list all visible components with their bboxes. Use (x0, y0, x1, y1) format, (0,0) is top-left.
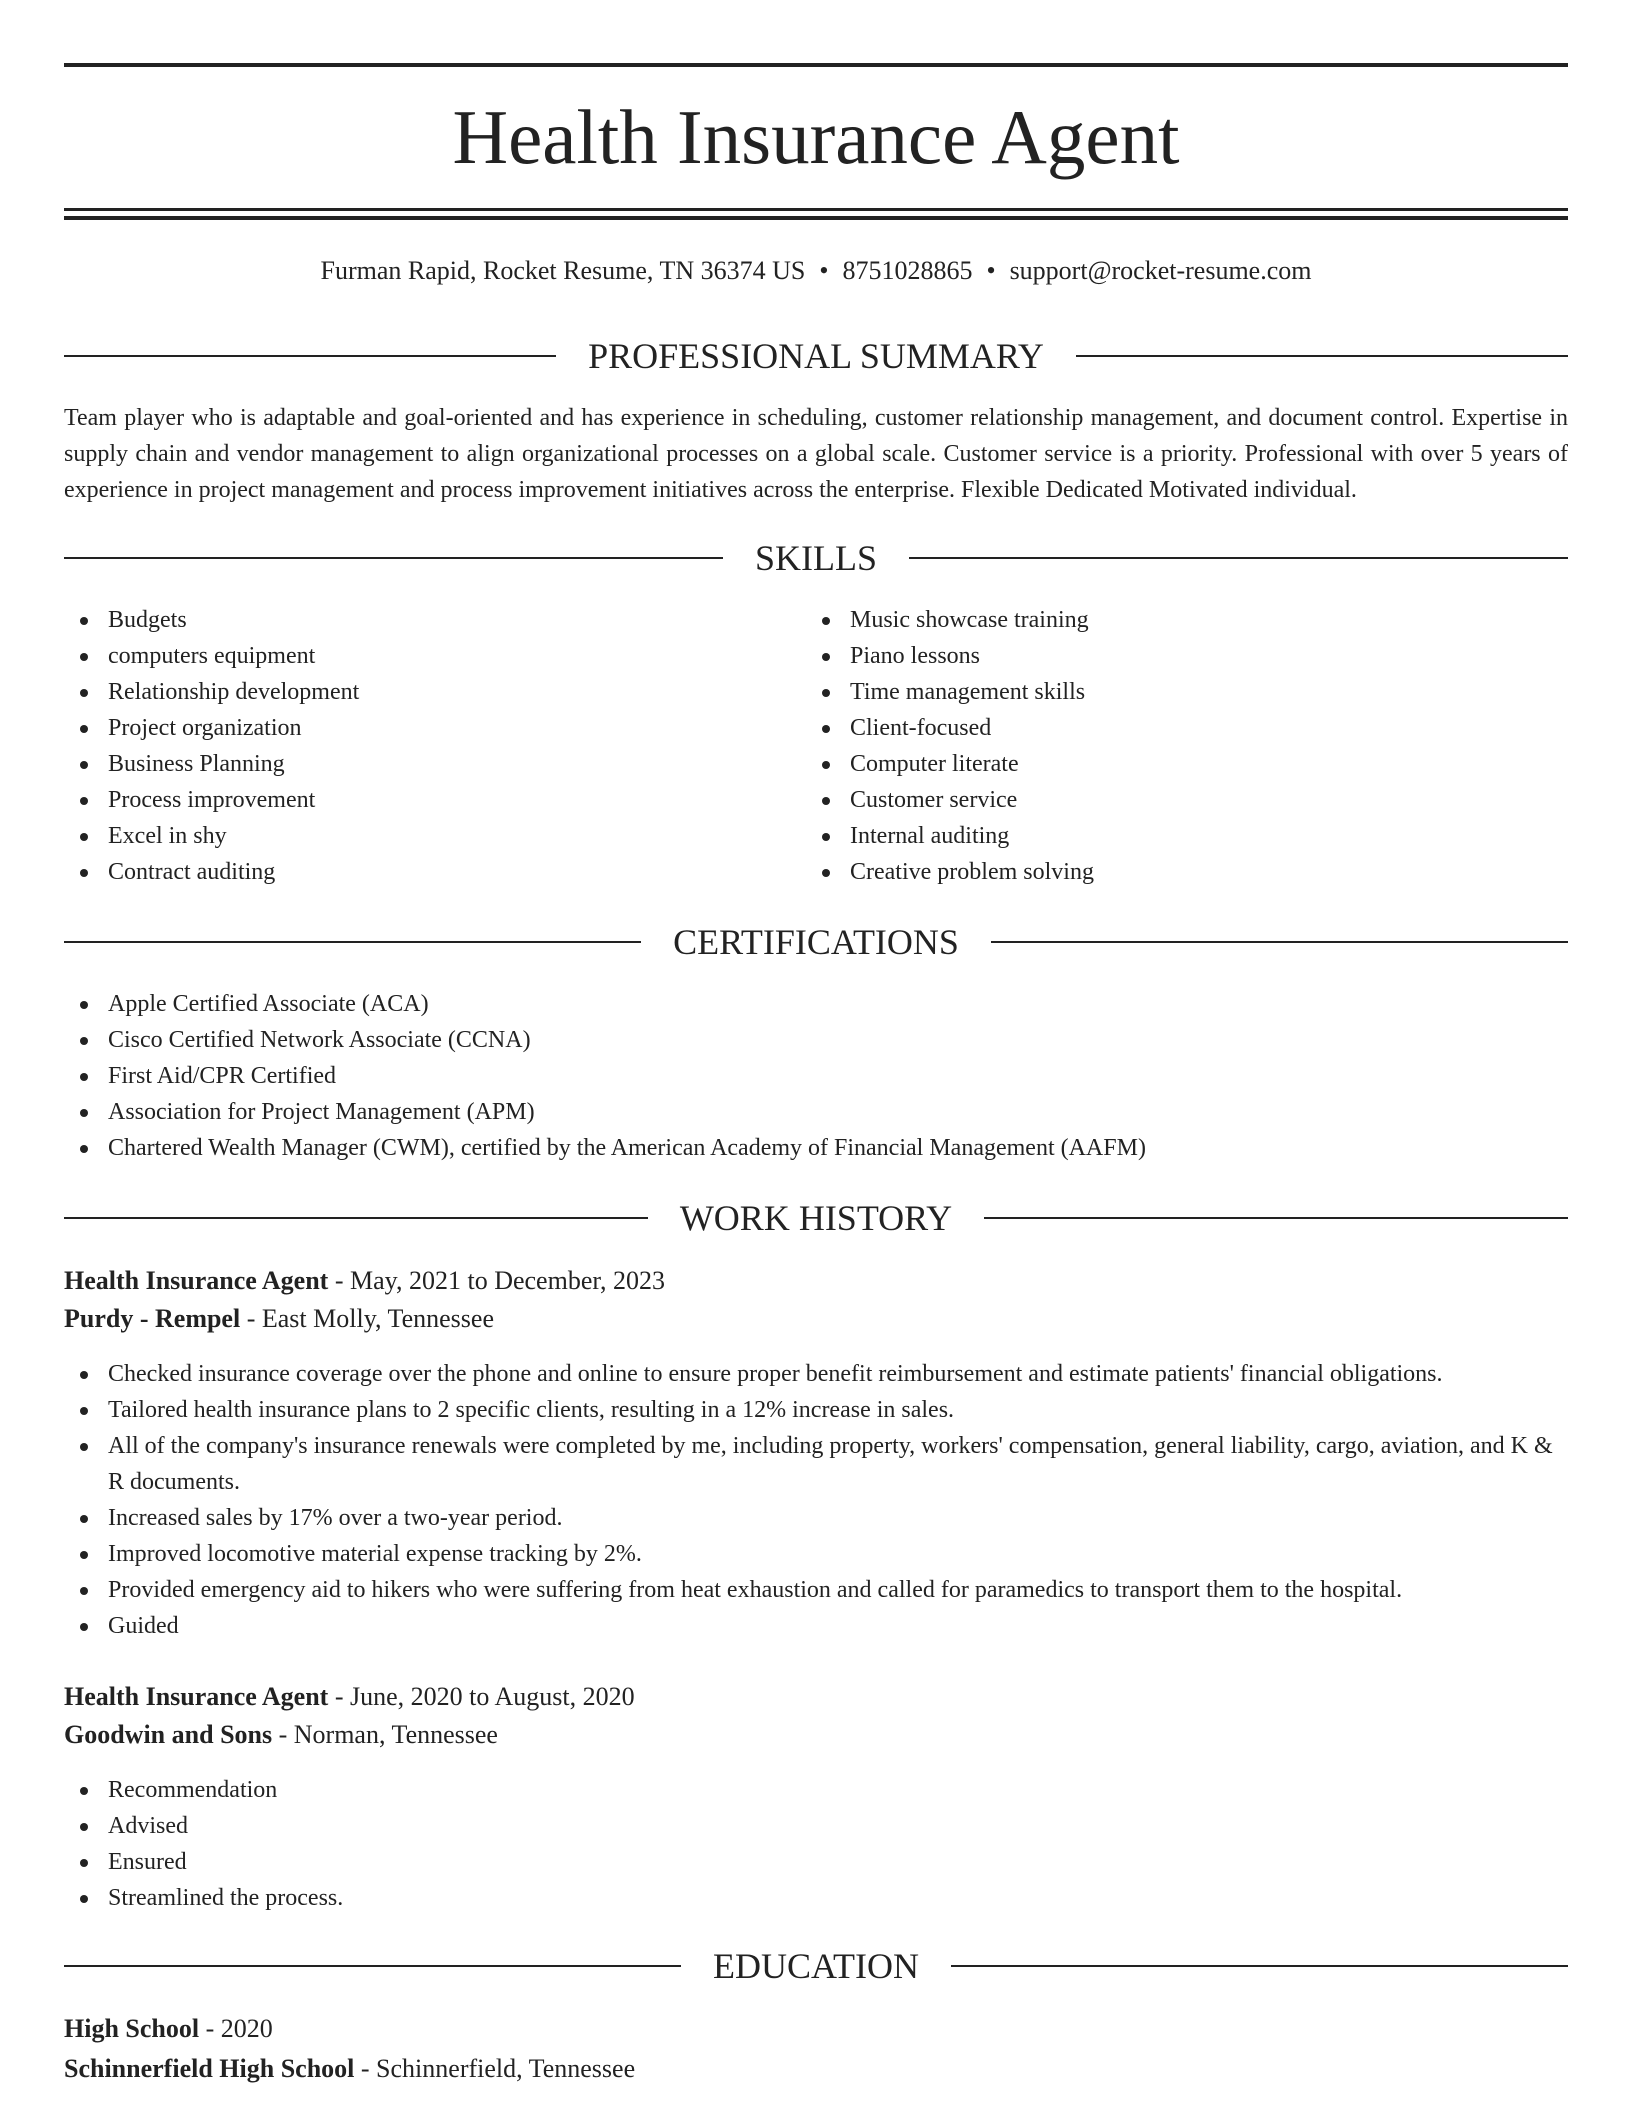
job-bullet: Increased sales by 17% over a two-year period. (64, 1500, 1568, 1536)
certifications-list (64, 986, 1568, 1166)
skill-item: Process improvement (64, 782, 764, 818)
education-degree-line (64, 2010, 1568, 2048)
job-bullet: Advised (64, 1808, 1568, 1844)
skill-item: Creative problem solving (806, 854, 1506, 890)
section-title-summary (64, 334, 1568, 378)
section-title-certifications (64, 920, 1568, 964)
job-bullet: All of the company's insurance renewals were completed by me, including property, workers' compensation, general liability, cargo, aviation, and K & R documents. (64, 1428, 1568, 1500)
job-location: - Norman, Tennessee (272, 1720, 498, 1749)
job-title-line (64, 1262, 1568, 1300)
title-double-rule (64, 208, 1568, 220)
section-rule (64, 355, 556, 357)
contact-separator: • (986, 256, 996, 285)
section-rule (64, 1217, 648, 1219)
education-school: Schinnerfield High School (64, 2054, 355, 2083)
contact-line (64, 254, 1568, 288)
skills-list-right (806, 602, 1506, 890)
certification-item: Association for Project Management (APM) (64, 1094, 1568, 1130)
section-label: WORK HISTORY (679, 1198, 953, 1238)
job-bullets (64, 1356, 1568, 1644)
skill-item: computers equipment (64, 638, 764, 674)
education-degree: High School (64, 2014, 200, 2043)
job-title: Health Insurance Agent (64, 1682, 329, 1711)
section-title-education (64, 1944, 1568, 1988)
section-rule (64, 557, 723, 559)
contact-separator: • (819, 256, 829, 285)
skill-item: Computer literate (806, 746, 1506, 782)
section-label: PROFESSIONAL SUMMARY (588, 336, 1044, 376)
job-bullet: Guided (64, 1608, 1568, 1644)
education-location: - Schinnerfield, Tennessee (354, 2054, 636, 2083)
skill-item: Internal auditing (806, 818, 1506, 854)
section-rule (951, 1965, 1568, 1967)
job-dates: - June, 2020 to August, 2020 (328, 1682, 635, 1711)
contact-phone: 8751028865 (842, 256, 973, 285)
job-company: Purdy - Rempel (64, 1304, 241, 1333)
section-rule (909, 557, 1568, 559)
job-company: Goodwin and Sons (64, 1720, 273, 1749)
job-bullet: Ensured (64, 1844, 1568, 1880)
skill-item: Customer service (806, 782, 1506, 818)
section-title-work-history (64, 1196, 1568, 1240)
job-bullets (64, 1772, 1568, 1916)
certification-item: Apple Certified Associate (ACA) (64, 986, 1568, 1022)
section-title-skills (64, 536, 1568, 580)
skills-list-left (64, 602, 764, 890)
certification-item: Cisco Certified Network Associate (CCNA) (64, 1022, 1568, 1058)
job-bullet: Improved locomotive material expense tracking by 2%. (64, 1536, 1568, 1572)
section-label: CERTIFICATIONS (673, 922, 959, 962)
education-year: - 2020 (199, 2014, 273, 2043)
section-rule (984, 1217, 1568, 1219)
skill-item: Contract auditing (64, 854, 764, 890)
job-bullet: Streamlined the process. (64, 1880, 1568, 1916)
job-bullet: Tailored health insurance plans to 2 specific clients, resulting in a 12% increase in sales. (64, 1392, 1568, 1428)
education-school-line (64, 2050, 1568, 2088)
section-rule (64, 1965, 681, 1967)
contact-email: support@rocket-resume.com (1009, 256, 1312, 285)
section-rule (1076, 355, 1568, 357)
contact-address: Furman Rapid, Rocket Resume, TN 36374 US (320, 256, 806, 285)
skill-item: Business Planning (64, 746, 764, 782)
job-location: - East Molly, Tennessee (240, 1304, 494, 1333)
certification-item: Chartered Wealth Manager (CWM), certified by the American Academy of Financial Management (AAFM) (64, 1130, 1568, 1166)
job-bullet: Provided emergency aid to hikers who were suffering from heat exhaustion and called for paramedics to transport them to the hospital. (64, 1572, 1568, 1608)
certification-item: First Aid/CPR Certified (64, 1058, 1568, 1094)
skill-item: Excel in shy (64, 818, 764, 854)
skill-item: Piano lessons (806, 638, 1506, 674)
job-title: Health Insurance Agent (64, 1266, 329, 1295)
top-rule (64, 63, 1568, 67)
skill-item: Project organization (64, 710, 764, 746)
job-bullet: Checked insurance coverage over the phone and online to ensure proper benefit reimbursement and estimate patients' financial obligations. (64, 1356, 1568, 1392)
section-label: SKILLS (755, 538, 878, 578)
section-rule (991, 941, 1568, 943)
job-bullet: Recommendation (64, 1772, 1568, 1808)
job-company-line (64, 1300, 1568, 1338)
job-title-line (64, 1678, 1568, 1716)
skill-item: Relationship development (64, 674, 764, 710)
skill-item: Time management skills (806, 674, 1506, 710)
summary-text: Team player who is adaptable and goal-oriented and has experience in scheduling, customer relationship management, and document control. Expertise in supply chain and vendor management to align organizational processes on a global scale. Customer service is a priority. Professional with over 5 years of experience in project management and process improvement initiatives across the enterprise. Flexible Dedicated Motivated individual. (64, 405, 1568, 503)
skill-item: Budgets (64, 602, 764, 638)
section-label: EDUCATION (713, 1946, 919, 1986)
skill-item: Client-focused (806, 710, 1506, 746)
skill-item: Music showcase training (806, 602, 1506, 638)
job-company-line (64, 1716, 1568, 1754)
resume-title: Health Insurance Agent (452, 94, 1180, 180)
section-rule (64, 941, 641, 943)
job-dates: - May, 2021 to December, 2023 (328, 1266, 665, 1295)
